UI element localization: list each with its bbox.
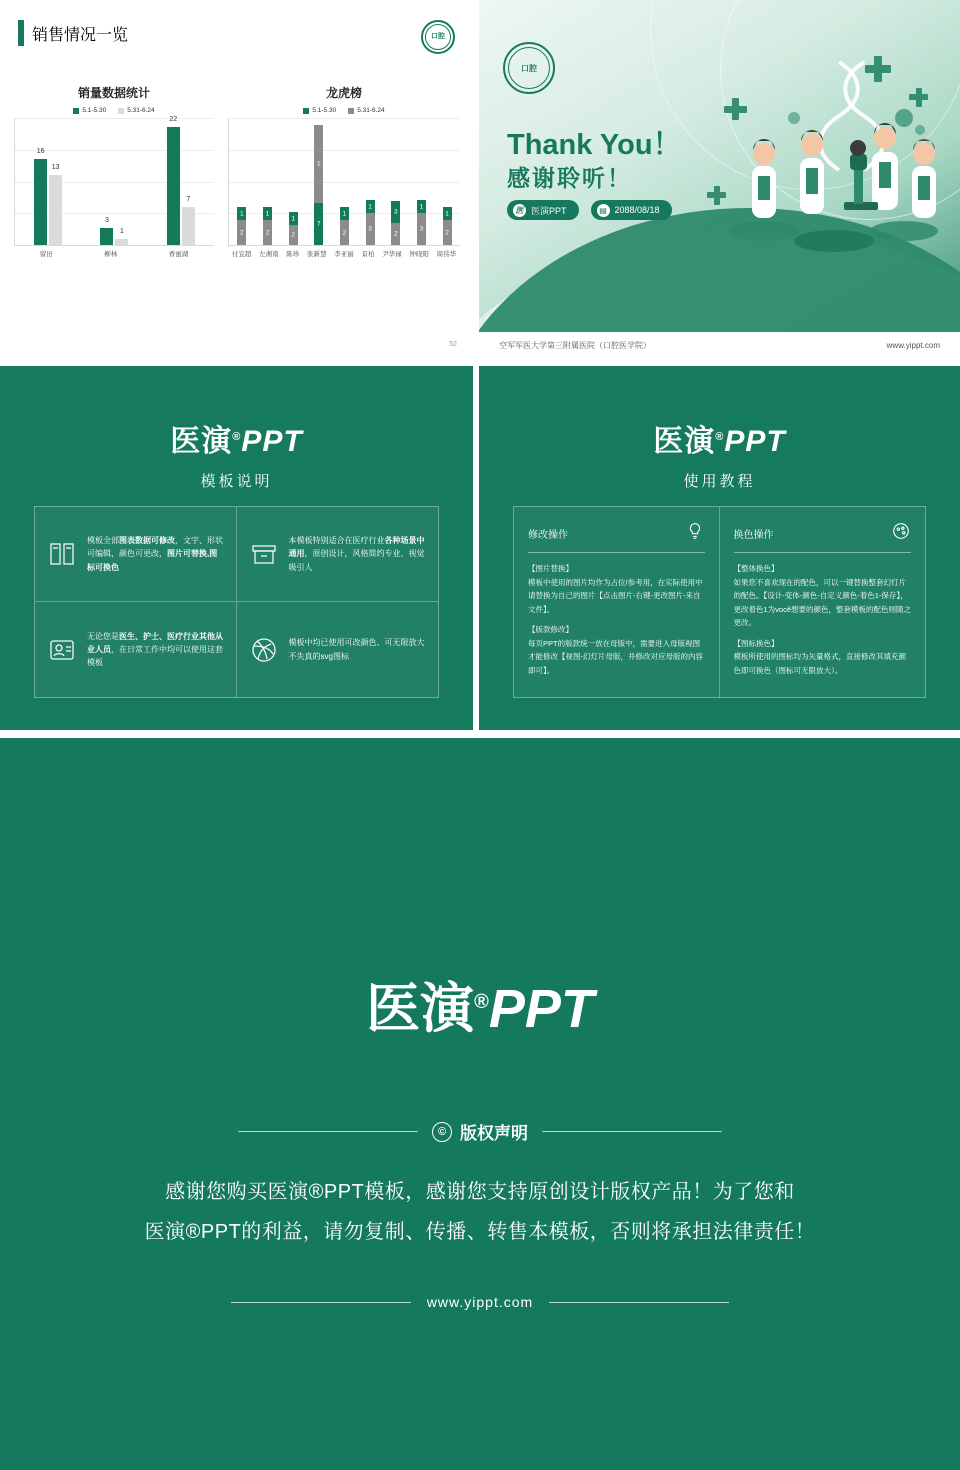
copyright-icon: © xyxy=(432,1122,452,1142)
slide-page-number: 52 xyxy=(449,341,457,348)
slide-copyright[interactable] xyxy=(0,738,960,1470)
seg-value: 2 xyxy=(265,229,270,236)
legend-label: 5.31-6.24 xyxy=(357,107,385,114)
chart-xaxis-right xyxy=(228,249,460,258)
tutorial-column-body xyxy=(734,562,912,677)
user-card-icon xyxy=(47,635,77,665)
seg-value: 1 xyxy=(419,203,424,210)
stacked-col xyxy=(443,118,452,245)
seg-value: 2 xyxy=(393,230,398,238)
feature-card xyxy=(237,602,439,697)
chart-sales-statistics xyxy=(14,84,214,258)
seg-value: 1 xyxy=(265,210,270,217)
chart-plot-right xyxy=(228,118,460,246)
bar-group xyxy=(34,118,62,245)
slide-thank-you[interactable] xyxy=(479,0,960,358)
tutorial-columns xyxy=(513,506,926,698)
hospital-logo-inner: 口腔 xyxy=(425,24,451,50)
hospital-logo-inner: 口腔 xyxy=(508,47,550,89)
chart-xaxis-left xyxy=(14,249,214,258)
slide-sales-overview[interactable] xyxy=(0,0,473,358)
stacked-col xyxy=(314,118,323,245)
x-tick: 李亚丽 xyxy=(334,251,354,258)
seg-value: 2 xyxy=(342,229,347,236)
tutorial-column-title: 修改操作 xyxy=(528,530,568,541)
brand-icon: 医 xyxy=(513,204,526,217)
tutorial-block-body: 每页PPT的版款统一放在母版中，需要进入母版视图才能修改【视图-幻灯片母版，并修改对应母版的内容即可】。 xyxy=(528,638,703,675)
slides-row-2 xyxy=(0,366,960,730)
chart-title-right: 龙虎榜 xyxy=(325,86,362,100)
feature-card xyxy=(35,507,237,602)
legend-item xyxy=(348,107,384,114)
hospital-logo-icon xyxy=(421,20,455,54)
lightbulb-icon xyxy=(685,521,705,546)
brand-name: 医演 xyxy=(366,979,475,1039)
seg-value: 1 xyxy=(445,210,449,217)
tutorial-block-head: 【整体换色】 xyxy=(733,564,779,573)
slides-row-1 xyxy=(0,0,960,358)
tutorial-block-body: 如果您不喜欢现在的配色，可以一键替换整套幻灯片的配色。【设计-变体-颜色-自定义颜色-着色1-保存】，更改着色1为você想要的颜色，整套模板的配色则随之更改。 xyxy=(733,577,912,627)
slide-template-description[interactable] xyxy=(0,366,473,730)
tutorial-column-header xyxy=(734,521,912,553)
legend-item xyxy=(303,107,336,114)
brand-logo xyxy=(0,416,473,460)
bar-value: 13 xyxy=(51,164,60,171)
copyright-badge-row xyxy=(0,1119,960,1144)
bar-group xyxy=(167,118,195,245)
website-url: www.yippt.com xyxy=(426,1294,534,1310)
seg-value: 3 xyxy=(393,208,398,216)
bar-value: 3 xyxy=(105,217,109,224)
chart-legend-right xyxy=(228,107,460,114)
slide-subtitle: 使用教程 xyxy=(683,473,756,490)
legend-item xyxy=(73,107,106,114)
copyright-line-1: 感谢您购买医演®PPT模板，感谢您支持原创设计版权产品！为了您和 xyxy=(165,1181,795,1203)
seg-value: 2 xyxy=(445,229,449,236)
copyright-line-2: 医演®PPT的利益，请勿复制、传播、转售本模板，否则将承担法律责任！ xyxy=(144,1221,816,1243)
bar-value: 7 xyxy=(186,196,191,203)
legend-label: 5.1-5.30 xyxy=(82,107,107,114)
brand-name: 医演 xyxy=(170,425,233,458)
hospital-logo-icon xyxy=(503,42,555,94)
thank-you-heading-cn: 感谢聆听！ xyxy=(507,165,632,191)
tutorial-column-body xyxy=(528,562,705,677)
calendar-icon: ▤ xyxy=(597,204,610,217)
feature-card-text: 模板中均已使用可改颜色、可无限放大不失真的svg图标 xyxy=(288,638,425,661)
chart-leaderboard xyxy=(228,84,460,258)
bar-value: 1 xyxy=(120,228,124,235)
brand-logo xyxy=(479,416,960,460)
seg-value: 1 xyxy=(368,203,372,210)
seg-value: 3 xyxy=(368,225,372,233)
stacked-col xyxy=(391,118,400,245)
book-icon xyxy=(47,539,77,569)
brand-ppt: PPT xyxy=(488,979,594,1039)
copyright-badge xyxy=(432,1119,528,1144)
thank-you-heading-en: Thank You！ xyxy=(507,129,682,161)
brand-trademark: ® xyxy=(232,431,242,443)
dribbble-icon xyxy=(249,635,279,665)
brand-ppt: PPT xyxy=(724,425,786,458)
tutorial-column-header xyxy=(528,521,705,553)
seg-value: 2 xyxy=(291,231,295,239)
tutorial-block-head: 【版款修改】 xyxy=(528,625,573,634)
copyright-url-row xyxy=(0,1294,960,1310)
divider-right-bottom xyxy=(549,1302,729,1303)
page-title-text: 销售情况一览 xyxy=(32,26,129,44)
x-tick: 柳林 xyxy=(104,251,118,258)
title-accent-bar xyxy=(18,20,24,46)
tutorial-column-title: 换色操作 xyxy=(733,530,774,541)
legend-label: 5.1-5.30 xyxy=(312,107,337,114)
slide-usage-tutorial[interactable] xyxy=(479,366,960,730)
chart-legend-left xyxy=(14,107,214,114)
stacked-col xyxy=(417,118,426,245)
copyright-statement xyxy=(0,1172,960,1252)
stacked-col xyxy=(340,118,349,245)
tutorial-column-edit xyxy=(514,507,720,698)
brand-logo-large xyxy=(0,738,960,1043)
x-tick: 左湘南 xyxy=(259,251,279,258)
copyright-badge-label: 版权声明 xyxy=(460,1124,528,1143)
seg-value: 1 xyxy=(291,215,295,222)
footer-org: 空军军医大学第三附属医院（口腔医学院） xyxy=(499,340,651,350)
footer-url: www.yippt.com xyxy=(886,340,940,350)
brand-trademark: ® xyxy=(474,991,489,1013)
tutorial-block-head: 【图标换色】 xyxy=(733,638,779,648)
page-title xyxy=(18,20,128,46)
feature-card xyxy=(35,602,237,697)
x-tick: 留田 xyxy=(39,251,53,258)
seg-value: 2 xyxy=(240,229,244,236)
chart-plot-left xyxy=(14,118,214,246)
tutorial-block-body: 模板中使用的图片均作为占位/参考用，在实际使用中请替换为自己的图片【点击图片-右键-更改图片-来自文件】。 xyxy=(528,577,703,614)
divider-left-bottom xyxy=(231,1302,411,1303)
feature-card-text: 本模板特别适合在医疗行业各种场景中通用，原创设计，风格简约专业、视觉吸引人 xyxy=(288,536,425,572)
seg-value: 1 xyxy=(316,160,321,168)
stacked-col xyxy=(289,118,298,245)
tutorial-block-head: 【图片替换】 xyxy=(528,564,573,573)
bar-group xyxy=(100,118,128,245)
feature-card-grid xyxy=(34,506,439,698)
legend-label: 5.31-6.24 xyxy=(127,107,155,114)
bar-value: 16 xyxy=(36,148,45,155)
stacked-col xyxy=(237,118,246,245)
date-pill xyxy=(591,200,672,220)
x-tick: 尹华禄 xyxy=(382,251,402,258)
stacked-col xyxy=(366,118,375,245)
seg-value: 1 xyxy=(240,210,244,217)
x-tick: 香蜜湖 xyxy=(168,251,189,258)
x-tick: 付宜超 xyxy=(231,251,252,258)
divider-right xyxy=(542,1131,722,1132)
divider-left xyxy=(238,1131,418,1132)
feature-card-text: 模板全部图表数据可修改，文字、形状可编辑，颜色可更改，图片可替换,图标可换色 xyxy=(87,536,223,572)
chart-title-left: 销量数据统计 xyxy=(77,86,150,100)
thank-you-pills xyxy=(507,200,672,220)
seg-value: 3 xyxy=(419,225,424,233)
brand-ppt: PPT xyxy=(241,425,303,458)
brand-name: 医演 xyxy=(653,425,716,458)
brand-pill-label: 医演PPT xyxy=(531,205,567,216)
date-pill-label: 2088/08/18 xyxy=(614,205,660,215)
x-tick: 张新慧 xyxy=(307,251,327,258)
brand-trademark: ® xyxy=(715,431,725,443)
seg-value: 7 xyxy=(316,220,321,228)
seg-value: 1 xyxy=(342,210,347,217)
tutorial-block-body: 模板所使用的图标均为矢量格式，直接修改其填充颜色即可换色（图标可无限放大）。 xyxy=(733,652,906,675)
bar-value: 22 xyxy=(169,116,178,123)
feature-card xyxy=(237,507,439,602)
brand-pill xyxy=(507,200,579,220)
x-tick: 陈珍 xyxy=(286,251,300,258)
x-tick: 钟晓阳 xyxy=(409,251,429,258)
feature-card-text: 无论您是医生、护士、医疗行业其他从业人员，在日常工作中均可以使用这套模板 xyxy=(87,631,223,668)
x-tick: 周伟华 xyxy=(436,251,457,258)
x-tick: 景柏 xyxy=(361,251,375,258)
legend-item xyxy=(118,107,154,114)
archive-icon xyxy=(249,539,279,569)
palette-icon xyxy=(891,521,911,546)
medical-team-illustration xyxy=(704,26,954,276)
slide-subtitle: 模板说明 xyxy=(200,473,273,490)
stacked-col xyxy=(263,118,272,245)
tutorial-column-recolor xyxy=(720,507,926,698)
slide-footer xyxy=(479,332,960,358)
